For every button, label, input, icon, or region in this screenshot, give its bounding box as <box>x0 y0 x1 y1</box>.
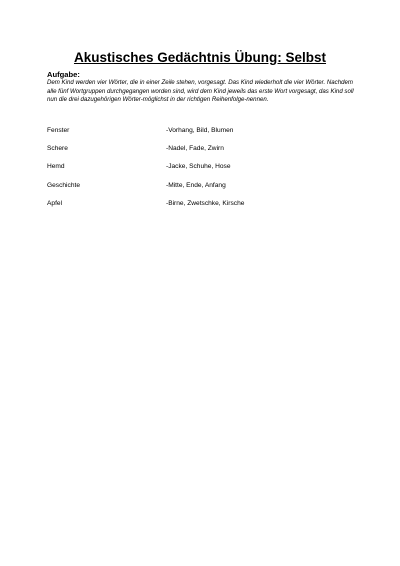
first-word: Apfel <box>47 199 63 207</box>
related-words: -Birne, Zwetschke, Kirsche <box>166 199 245 207</box>
first-word: Schere <box>47 145 68 153</box>
page-title-text: Akustisches Gedächtnis Übung: Selbst <box>73 50 327 65</box>
word-group-row <box>47 126 367 144</box>
first-word: Geschichte <box>47 181 80 189</box>
task-section <box>47 70 357 105</box>
word-group-list <box>47 126 367 217</box>
word-group-row <box>47 144 367 162</box>
word-group-row <box>47 199 367 217</box>
related-words: -Nadel, Fade, Zwirn <box>166 145 224 153</box>
related-words: -Vorhang, Bild, Blumen <box>166 127 234 134</box>
word-group-row <box>47 162 367 180</box>
related-words: -Mitte, Ende, Anfang <box>166 181 226 189</box>
task-instructions: Dem Kind werden vier Wörter, die in einer Zeile stehen, vorgesagt. Das Kind wiederholt die vier Wörter. Nachdem alle fünf Wortgruppen durchgegangen worden sind, wird dem Kind jeweils das erste Wort vorgesagt, das Kind soll nun die drei dazugehörigen Wörter-möglichst in der richtigen Reihenfolge-nennen. <box>47 79 354 104</box>
first-word: Hemd <box>47 163 65 171</box>
word-group-row <box>47 181 367 199</box>
related-words: -Jacke, Schuhe, Hose <box>166 163 231 171</box>
task-heading: Aufgabe: <box>47 70 80 79</box>
first-word: Fenster <box>47 127 70 134</box>
page-title <box>0 50 400 66</box>
